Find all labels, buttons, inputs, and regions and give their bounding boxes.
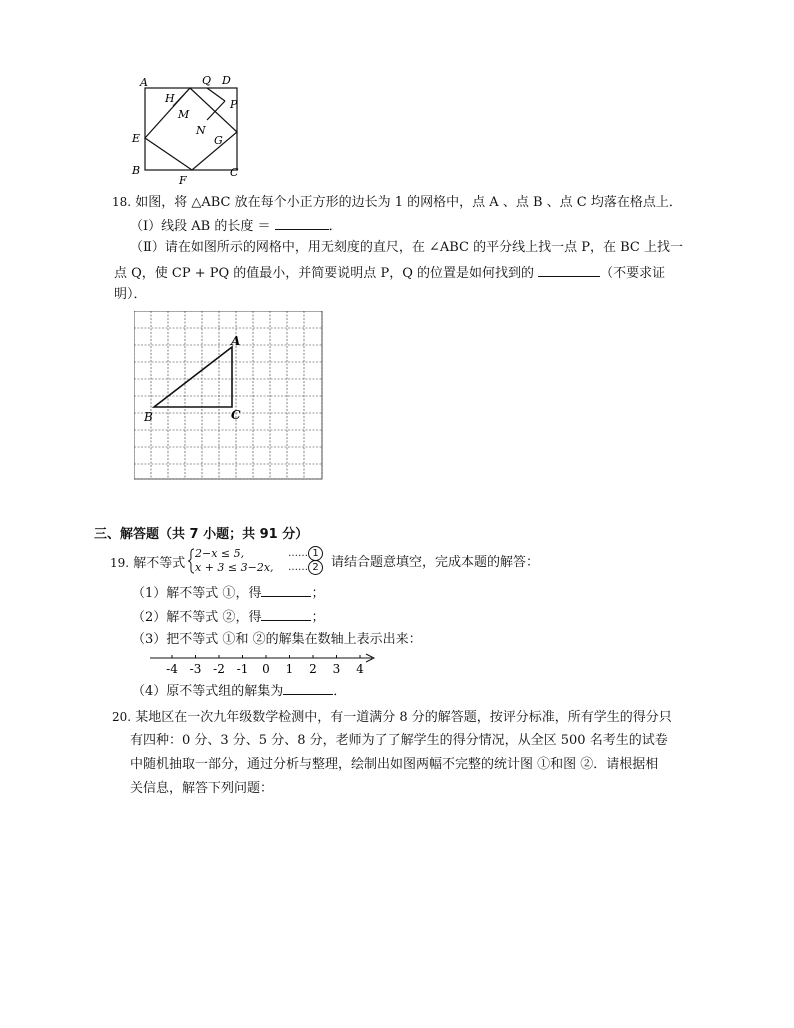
q19-step4-b: ．	[333, 684, 347, 699]
label-E: E	[132, 132, 141, 145]
brace-icon	[187, 548, 195, 574]
label-C: C	[230, 166, 239, 179]
q19-number: 19.	[110, 556, 130, 570]
q18-part2-tail: （不要求证	[600, 266, 666, 281]
q18-part2-l1: （Ⅱ）请在如图所示的网格中，用无刻度的直尺，在 ∠ABC 的平分线上找一点 P，在 BC 上找一	[130, 240, 684, 255]
q19-step3	[132, 630, 422, 650]
label-B: B	[132, 164, 141, 177]
axis-tick-label: 4	[356, 662, 364, 676]
label-P: P	[230, 98, 238, 111]
axis-tick-label: -1	[236, 662, 249, 676]
number-line	[146, 650, 382, 678]
q20-line2: 有四种：0 分、3 分、5 分、8 分，老师为了了解学生的得分情况，从全区 500 名考生的试卷	[130, 733, 668, 748]
axis-tick-label: -2	[213, 662, 225, 676]
q19-step3-circle2: ②	[252, 632, 266, 647]
label-D: D	[222, 74, 231, 87]
axis-tick-label: -3	[189, 662, 202, 676]
ineq-1: 2−x ≤ 5,	[195, 547, 245, 560]
label-G: G	[214, 134, 223, 147]
q19-step4	[132, 680, 346, 702]
q19-step3-a: （3）把不等式	[132, 632, 219, 647]
q18-part2-l2	[114, 262, 665, 284]
q19-step1-b: ，得	[235, 586, 262, 601]
q19-step2-blank	[261, 606, 311, 621]
dots-1	[288, 546, 323, 561]
q19-step1-c: ；	[311, 586, 325, 601]
dots-2	[288, 560, 323, 575]
q18-part1-text: （Ⅰ）线段 AB 的长度 ＝	[130, 219, 271, 234]
axis-tick-label: 0	[262, 662, 270, 676]
grid-label-A: A	[231, 334, 241, 348]
q19-step4-a: （4）原不等式组的解集为	[132, 684, 284, 699]
q20-line1	[112, 707, 672, 728]
q19-step2-a: （2）解不等式	[132, 610, 219, 625]
q19-stem	[110, 553, 185, 574]
q19-step2-b: ，得	[235, 610, 262, 625]
dots-2-text: ……	[288, 562, 308, 573]
label-F: F	[179, 174, 187, 187]
mark-1: 1	[308, 546, 323, 561]
axis-tick-label: 3	[332, 662, 341, 676]
q18-stem: 如图，将 △ABC 放在每个小正方形的边长为 1 的网格中，点 A 、点 B 、点 C 均落在格点上．	[135, 195, 682, 210]
q19-system	[187, 547, 317, 575]
q18-part2-text: 点 Q，使 CP + PQ 的值最小，并简要说明点 P，Q 的位置是如何找到的	[114, 266, 534, 281]
label-A: A	[140, 76, 148, 89]
grid-figure	[134, 311, 324, 483]
q19-step3-b: 和	[235, 632, 249, 647]
q19-step1	[132, 582, 324, 604]
q20-number: 20.	[112, 710, 132, 724]
dots-1-text: ……	[288, 548, 308, 559]
axis-tick-label: 1	[285, 662, 294, 676]
q19-suffix: 请结合题意填空，完成本题的解答：	[331, 555, 540, 570]
q19-step2-circle: ②	[222, 610, 236, 625]
q19-step1-a: （1）解不等式	[132, 586, 219, 601]
square-figure	[128, 70, 248, 188]
mark-2: 2	[308, 560, 323, 575]
q18-number: 18.	[112, 195, 132, 209]
q18-part2-l3: 明）．	[114, 287, 147, 302]
q19-step3-c: 的解集在数轴上表示出来：	[265, 632, 422, 647]
label-M: M	[178, 108, 190, 121]
q18-part1-end: ．	[328, 219, 342, 234]
q19-prefix: 解不等式	[133, 556, 186, 571]
section-title: 三、解答题（共 7 小题；共 91 分）	[94, 527, 309, 542]
q18-line1	[112, 192, 682, 213]
grid-label-C: C	[231, 408, 241, 422]
q18-part1-blank	[275, 215, 329, 230]
q20-line4: 关信息，解答下列问题：	[130, 781, 274, 796]
q19-step1-blank	[261, 582, 311, 597]
label-H: H	[165, 92, 175, 105]
q19-step2	[132, 606, 324, 628]
label-N: N	[196, 124, 206, 137]
q20-line3: 中随机抽取一部分，通过分析与整理，绘制出如图两幅不完整的统计图 ①和图 ②．请根据相	[130, 757, 659, 772]
label-Q: Q	[202, 74, 212, 87]
q18-part2-blank	[538, 262, 600, 277]
ineq-2: x + 3 ≤ 3−2x,	[195, 561, 274, 574]
q19-step4-blank	[283, 680, 333, 695]
q20-text1: 某地区在一次九年级数学检测中，有一道满分 8 分的解答题，按评分标准，所有学生的得分只	[135, 710, 672, 725]
axis-tick-label: -4	[166, 662, 178, 676]
q19-step2-c: ；	[311, 610, 325, 625]
q18-part1	[130, 215, 342, 237]
q19-step3-circle1: ①	[222, 632, 236, 647]
axis-tick-label: 2	[309, 662, 317, 676]
q19-step1-circle: ①	[222, 586, 236, 601]
grid-label-B: B	[144, 410, 153, 424]
